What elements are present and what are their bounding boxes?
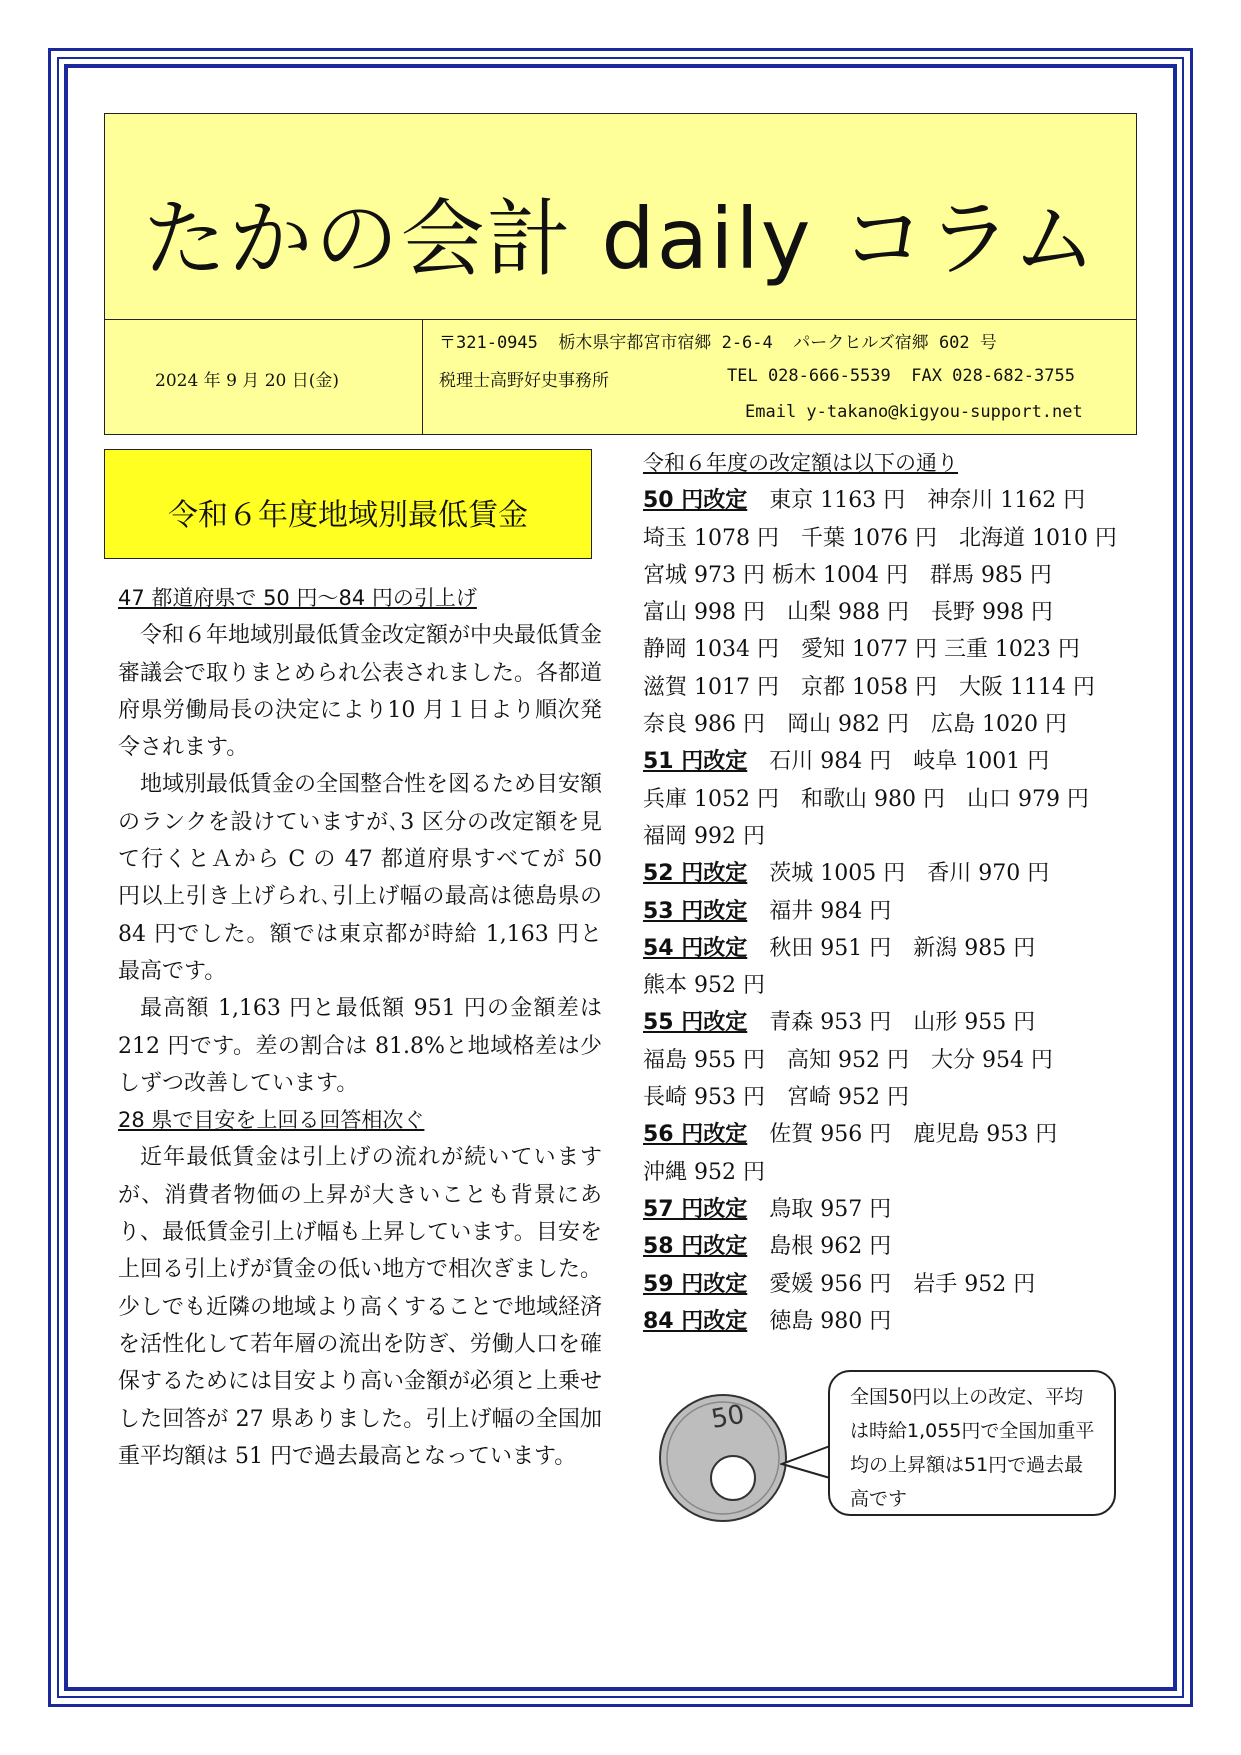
rate-line [643, 967, 1143, 1004]
rate-line [643, 781, 1143, 818]
issue-date: 2024 年 9 月 20 日(金) [155, 371, 339, 391]
rate-values: 秋田 951 円 新潟 985 円 [769, 935, 1036, 961]
rate-values: 兵庫 1052 円 和歌山 980 円 山口 979 円 [643, 786, 1089, 812]
rate-list [643, 445, 1143, 1340]
rate-line [643, 818, 1143, 855]
rate-group-label: 53 円改定 [643, 898, 748, 924]
rate-values: 佐賀 956 円 鹿児島 953 円 [769, 1122, 1058, 1148]
coin-value-text: 50 [709, 1399, 747, 1435]
rate-line [643, 631, 1143, 668]
rate-group-label: 57 円改定 [643, 1196, 748, 1222]
office-name: 税理士高野好史事務所 [439, 371, 609, 391]
rate-values: 福岡 992 円 [643, 823, 765, 849]
office-email: Email y-takano@kigyou-support.net [745, 402, 1083, 422]
title-area [105, 114, 1136, 320]
rate-line [643, 594, 1143, 631]
rate-line [643, 520, 1143, 557]
rate-values: 島根 962 円 [769, 1234, 892, 1260]
paragraph-4: 近年最低賃金は引上げの流れが続いていますが、消費者物価の上昇が大きいことも背景にあり、最低賃金引上げ幅も上昇しています。目安を上回る引上げが賃金の低い地方で相次ぎました。少しでも近隣の地域より高くすることで地域経済を活性化して若年層の流出を防ぎ、労働人口を確保するためには目安より高い金額が必須と上乗せした回答が 27 県ありました。引上げ幅の全国加重平均額は 51 円で過去最高となっています。 [118, 1145, 603, 1469]
rate-values: 滋賀 1017 円 京都 1058 円 大阪 1114 円 [643, 674, 1095, 700]
paragraph-3: 最高額 1,163 円と最低額 951 円の金額差は 212 円です。差の割合は 81.8%と地域格差は少しずつ改善しています。 [118, 996, 602, 1096]
rate-values: 奈良 986 円 岡山 982 円 広島 1020 円 [643, 712, 1067, 738]
rate-values: 愛媛 956 円 岩手 952 円 [769, 1271, 1036, 1297]
rate-group-label: 56 円改定 [643, 1122, 748, 1148]
section-title-box [104, 449, 592, 559]
rate-list-heading: 令和６年度の改定額は以下の通り [643, 451, 958, 475]
rate-line [643, 1303, 1143, 1340]
paragraph-1: 令和６年地域別最低賃金改定額が中央最低賃金審議会で取りまとめられ公表されました。各都道府県労働局長の決定により10 月１日より順次発令されます。 [118, 623, 603, 761]
rate-line [643, 1079, 1143, 1116]
rate-line [643, 706, 1143, 743]
rate-line [643, 1154, 1143, 1191]
rate-values: 埼玉 1078 円 千葉 1076 円 北海道 1010 円 [643, 525, 1117, 551]
rate-values: 沖縄 952 円 [643, 1159, 765, 1185]
info-row [105, 320, 1136, 434]
article-body [118, 580, 602, 1475]
rate-values: 鳥取 957 円 [769, 1196, 892, 1222]
rate-line [643, 930, 1143, 967]
fifty-yen-coin-illustration [658, 1378, 788, 1538]
rate-group-label: 52 円改定 [643, 861, 748, 887]
rate-line [643, 482, 1143, 519]
masthead [104, 113, 1137, 435]
rate-values: 徳島 980 円 [769, 1308, 892, 1334]
rate-values: 福島 955 円 高知 952 円 大分 954 円 [643, 1047, 1053, 1073]
rate-group-label: 59 円改定 [643, 1271, 748, 1297]
date-cell [105, 320, 423, 434]
paragraph-2: 地域別最低賃金の全国整合性を図るため目安額のランクを設けていますが､3 区分の改定額を見て行くとＡから C の 47 都道府県すべてが 50 円以上引き上げられ､引上げ幅の最高は徳島県の 84 円でした。額では東京都が時給 1,163 円と最高です。 [118, 772, 603, 984]
office-phone-fax: TEL 028-666-5539 FAX 028-682-3755 [727, 366, 1075, 386]
rate-line [643, 557, 1143, 594]
rate-lines [643, 482, 1143, 1340]
rate-values: 福井 984 円 [769, 898, 892, 924]
section-title: 令和６年度地域別最低賃金 [168, 498, 528, 533]
rate-values: 東京 1163 円 神奈川 1162 円 [769, 488, 1086, 514]
rate-values: 熊本 952 円 [643, 973, 765, 999]
rate-values: 青森 953 円 山形 955 円 [769, 1010, 1036, 1036]
rate-group-label: 50 円改定 [643, 488, 748, 514]
rate-line [643, 1004, 1143, 1041]
rate-values: 石川 984 円 岐阜 1001 円 [769, 749, 1050, 775]
newsletter-title: たかの会計 daily コラム [142, 190, 1099, 288]
rate-group-label: 54 円改定 [643, 935, 748, 961]
rate-line [643, 743, 1143, 780]
subheading-1: 47 都道府県で 50 円～84 円の引上げ [118, 586, 477, 610]
rate-line [643, 669, 1143, 706]
rate-group-label: 58 円改定 [643, 1234, 748, 1260]
rate-line [643, 1266, 1143, 1303]
rate-group-label: 84 円改定 [643, 1308, 748, 1334]
rate-values: 富山 998 円 山梨 988 円 長野 998 円 [643, 600, 1053, 626]
rate-group-label: 55 円改定 [643, 1010, 748, 1036]
rate-line [643, 855, 1143, 892]
office-address: 〒321-0945 栃木県宇都宮市宿郷 2-6-4 パークヒルズ宿郷 602 号 [439, 333, 997, 353]
rate-line [643, 1228, 1143, 1265]
rate-values: 茨城 1005 円 香川 970 円 [769, 861, 1050, 887]
rate-values: 宮城 973 円 栃木 1004 円 群馬 985 円 [643, 562, 1052, 588]
speech-bubble-text: 全国50円以上の改定、平均は時給1,055円で全国加重平均の上昇額は51円で過去最高です [850, 1386, 1095, 1510]
rate-line [643, 893, 1143, 930]
rate-values: 長崎 953 円 宮崎 952 円 [643, 1085, 909, 1111]
rate-group-label: 51 円改定 [643, 749, 748, 775]
speech-bubble [828, 1370, 1116, 1516]
rate-line [643, 1042, 1143, 1079]
rate-line [643, 1116, 1143, 1153]
rate-line [643, 1191, 1143, 1228]
rate-values: 静岡 1034 円 愛知 1077 円 三重 1023 円 [643, 637, 1080, 663]
subheading-2: 28 県で目安を上回る回答相次ぐ [118, 1108, 425, 1133]
